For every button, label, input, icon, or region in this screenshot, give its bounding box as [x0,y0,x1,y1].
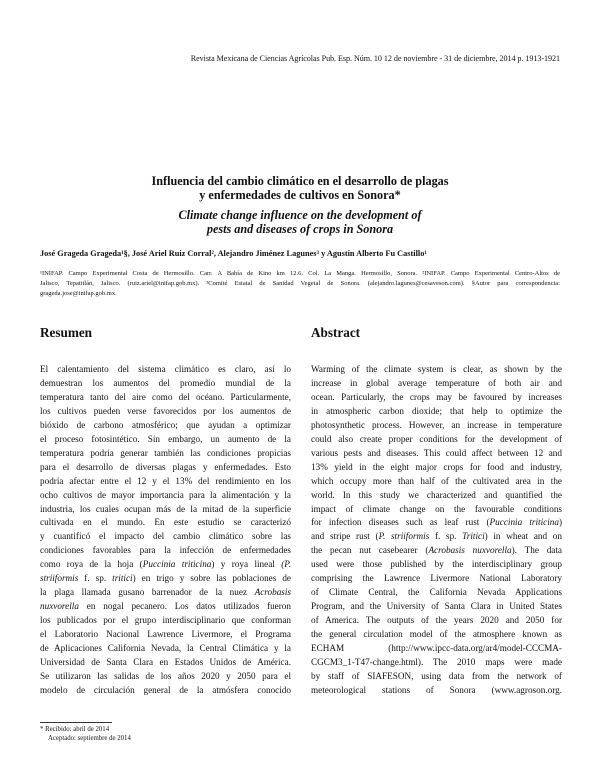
body-text-line: condiciones favorables para la infección de enfermedades [40,545,291,556]
body-text-line: could also create proper conditions for the development of [311,433,562,444]
body-text-line: and stripe rust (P. striiformis f. sp. Tritici) in wheat and on [311,531,562,542]
body-text-line: ocho cultivos de mayor importancia para la alimentación y la [40,489,291,500]
body-text-line: comprising the Lawrence Livermore National Laboratory [311,573,562,584]
body-text-line: meteorological stations of Sonora (www.agroson.org. [311,684,562,695]
body-text-line: demuestran los aumentos del promedio mundial de la [40,377,291,388]
title-spanish [100,174,500,202]
body-text-line: Warming of the climate system is clear, as shown by the [311,364,562,374]
running-header: Revista Mexicana de Ciencias Agrícolas Pub. Esp. Núm. 10 12 de noviembre - 31 de diciembre, 2014 p. 1913-1921 [190,54,560,63]
body-text-line: which occupy more than half of the cultivated area in the [311,475,562,486]
body-text-line: los publicados por el grupo interdisciplinario que conforman [40,615,291,626]
body-text-line: la plaga llamada gusano barrenador de la nuez Acrobasis [40,587,291,598]
body-text-line: y cuantificó el impacto del cambio climático sobre las [40,531,291,542]
body-text-line: CGCM3_1-T47-change.html). The 2010 maps were made [311,657,562,668]
affiliation-line: Jalisco, Tepatitlán, Jalisco. (ruiz.ariel@inifap.gob.mx). ³Comité Estatal de Sanidad Vegetal de Sonora. (alejandro.lagunes@cesaveson.com). §Autor para correspondencia: [40,280,560,287]
body-text-line: in atmospheric carbon dioxide; that help to optimize the [311,405,562,416]
author-list: José Grageda Grageda¹§, José Ariel Ruiz Corral², Alejandro Jiménez Lagunes³ y Agustín Alberto Fu Castillo¹ [40,249,427,258]
body-text-line: 13% yield in the eight major crops for food and industry, [311,461,562,472]
body-text-line: by staff of SIAFESON, using data from the network of [311,670,562,681]
body-text-line: de Aplicaciones California Nevada, la Central Climática y la [40,643,291,654]
body-text-line: the pecan nut casebearer (Acrobasis nuxvorella). The data [311,545,562,556]
affiliations [40,269,560,299]
body-text-line: increase in global average temperature of both air and [311,377,562,388]
body-text-line: temperatura tanto del aire como del océano. Particularmente, [40,391,291,402]
affiliation-line: grageda.jose@inifap.gob.mx. [40,290,117,297]
resumen-heading: Resumen [40,325,93,340]
body-text-line: los cultivos pueden verse favorecidos por los aumentos de [40,405,291,416]
abstract-heading: Abstract [311,325,361,340]
body-text-line: striiformis f. sp. tritici) en trigo y sobre las poblaciones de [40,573,291,584]
body-text-line: podría afectar entre el 12 y el 13% del rendimiento en los [40,475,291,486]
body-text-line: of Climate Central, the California Nevada Applications [311,587,562,598]
body-text-line: industria, los cuales ocupan más de la mitad de la superficie [40,503,291,514]
affiliation-line: ¹INIFAP. Campo Experimental Costa de Hermosillo. Carr. A Bahía de Kino km 12.6. Col. La Manga. Hermosillo, Sonora. ²INIFAP. Campo Experimental Centro-Altos de [40,270,560,277]
body-text-line: el Laboratorio Nacional Lawrence Livermore, el Programa [40,629,291,640]
body-text-line: world. In this study we characterized and quantified the [311,489,562,500]
body-text-line: for infection diseases such as leaf rust (Puccinia triticina) [311,517,562,528]
body-text-line: El calentamiento del sistema climático es claro, así lo [40,364,291,374]
title-spanish-line-2: y enfermedades de cultivos en Sonora* [199,188,401,202]
received-date: * Recibido: abril de 2014 [40,726,110,733]
body-text-line: temperatura podría generar también las condiciones propicias [40,447,291,458]
body-text-line: ocean. Particularly, the crops may be favoured by increases [311,391,562,402]
body-text-line: various pests and diseases. This could affect between 12 and [311,447,562,458]
body-text-line: impact of climate change on the favourable conditions [311,503,562,514]
body-text-line: used were those published by the interdisciplinary group [311,559,562,570]
body-text-line: photosynthetic process. However, an increase in temperature [311,419,562,430]
body-text-line: bióxido de carbono atmosférico; que ayudan a optimizar [40,419,291,430]
body-text-line: modelo de circulación general de la atmósfera conocido [40,684,291,695]
abstract-body [311,363,562,698]
body-text-line: of America. The outputs of the years 2020 and 2050 for [311,615,562,626]
title-english-line-1: Climate change influence on the development of [178,208,422,222]
body-text-line: Se utilizaron las salidas de los años 2020 y 2050 para el [40,670,291,681]
body-text-line: the general circulation model of the atmosphere known as [311,629,562,640]
body-text-line: cultivada en el mundo. En este estudio se caracterizó [40,517,291,528]
title-english-line-2: pests and diseases of crops in Sonora [206,222,394,236]
footnote-rule [40,722,112,723]
body-text-line: Universidad de Santa Clara en Estados Unidos de América. [40,657,291,668]
body-text-line: Program, and the University of Santa Clara in United States [311,601,562,612]
accepted-date: Aceptado: septiembre de 2014 [48,735,131,742]
body-text-line: ECHAM (http://www.ipcc-data.org/ar4/model-CCCMA- [311,643,562,654]
resumen-body [40,363,291,698]
body-text-line: nuxvorella en nogal pecanero. Los datos utilizados fueron [40,601,291,612]
body-text-line: para el desarrollo de diversas plagas y enfermedades. Esto [40,461,291,472]
title-english [100,208,500,236]
body-text-line: como roya de la hoja (Puccinia triticina) y roya lineal (P. [40,559,291,570]
body-text-line: el proceso fotosintético. Sin embargo, un aumento de la [40,433,291,444]
title-spanish-line-1: Influencia del cambio climático en el desarrollo de plagas [151,174,449,188]
